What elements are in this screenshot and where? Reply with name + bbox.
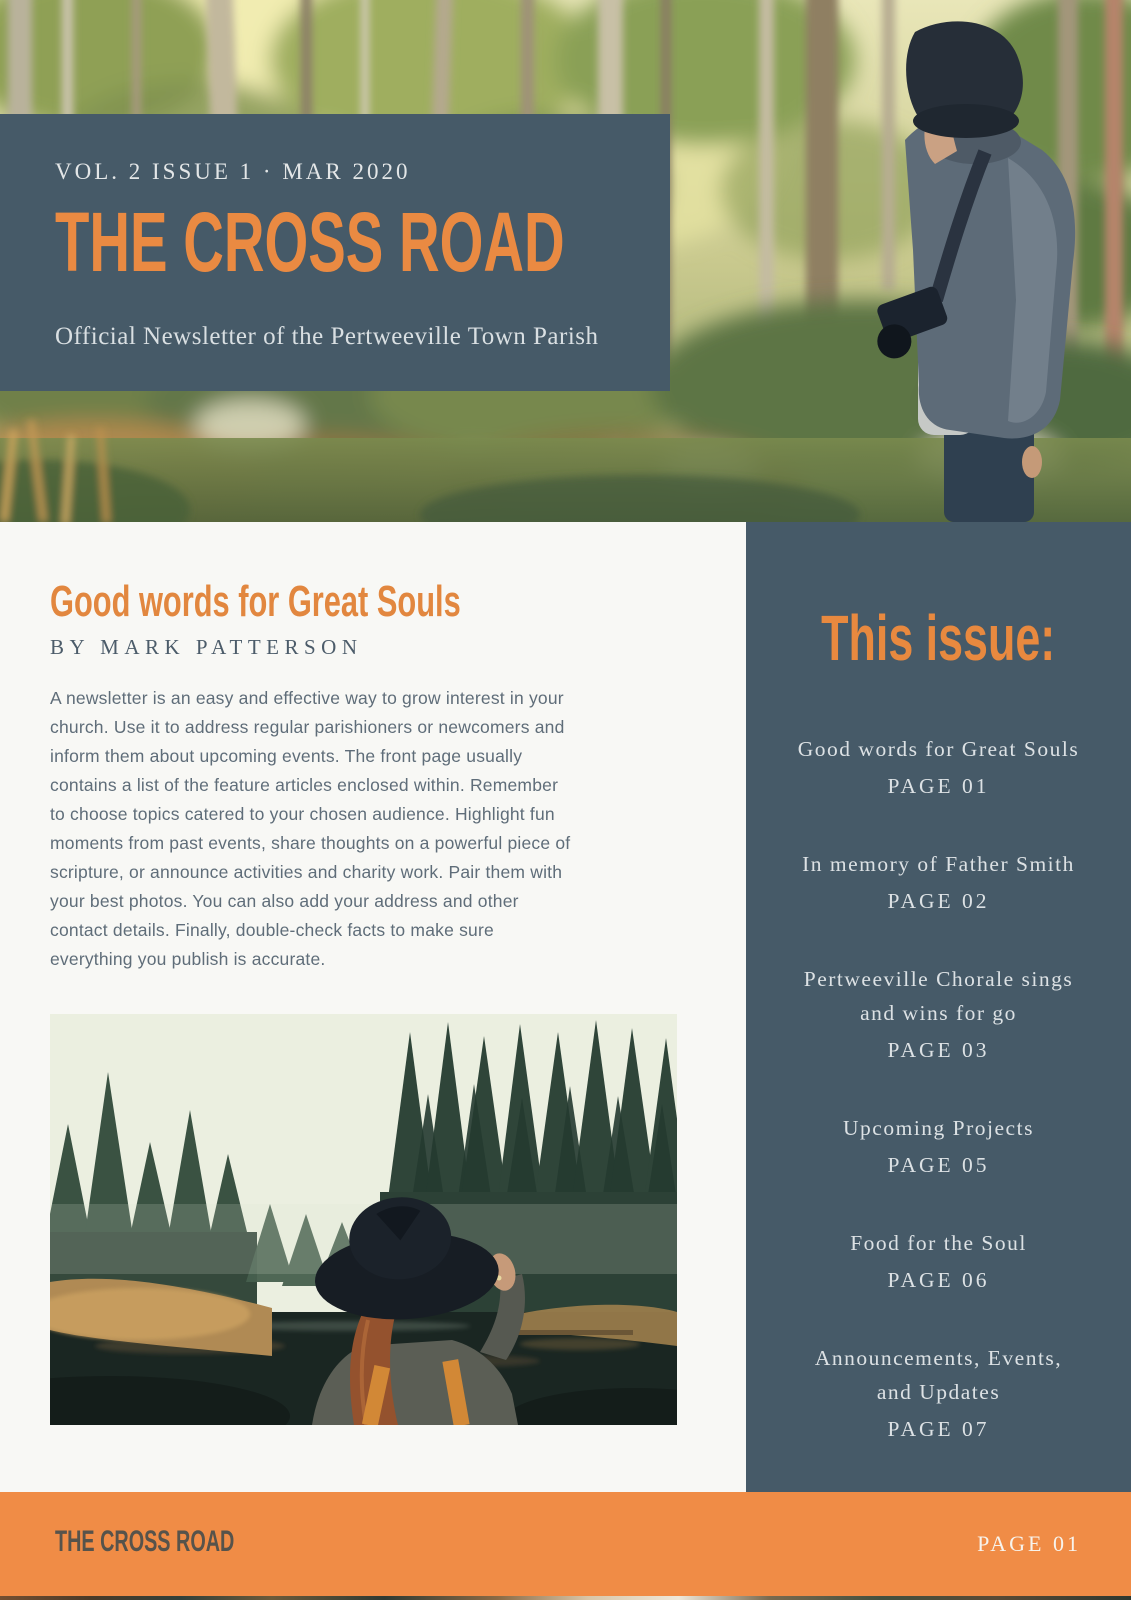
toc-item-page: PAGE 06	[887, 1268, 990, 1292]
issue-line: VOL. 2 ISSUE 1 · MAR 2020	[55, 159, 411, 184]
body-line: moments from past events, share thoughts on a powerful piece of	[50, 833, 571, 853]
toc-item-title: Upcoming Projects	[843, 1116, 1034, 1140]
toc-item	[746, 1226, 1131, 1297]
toc-item	[746, 732, 1131, 803]
toc-heading: This issue:	[821, 602, 1056, 674]
toc-item	[746, 1111, 1131, 1182]
toc-item-title: and Updates	[876, 1380, 1001, 1404]
body-line: to choose topics catered to your chosen audience. Highlight fun	[50, 804, 555, 824]
article-column	[0, 522, 746, 1492]
body-line: inform them about upcoming events. The front page usually	[50, 746, 523, 766]
toc-item	[746, 1341, 1131, 1446]
masthead-panel	[0, 114, 670, 391]
toc-item-title: and wins for go	[860, 1001, 1017, 1025]
newsletter-subtitle: Official Newsletter of the Pertweeville Town Parish	[55, 323, 599, 350]
toc-item-title: In memory of Father Smith	[802, 852, 1075, 876]
toc-item-title: Food for the Soul	[850, 1231, 1027, 1255]
toc-item-page: PAGE 01	[887, 774, 990, 798]
article-byline: BY MARK PATTERSON	[50, 635, 363, 659]
newsletter-title: THE CROSS ROAD	[55, 195, 565, 289]
body-line: your best photos. You can also add your address and other	[50, 891, 519, 911]
footer-page-number: PAGE 01	[977, 1531, 1081, 1556]
article-photo	[50, 1014, 677, 1425]
toc-list	[746, 732, 1131, 1446]
article-body	[50, 684, 746, 974]
toc-item	[746, 847, 1131, 918]
body-line: A newsletter is an easy and effective way to grow interest in your	[50, 688, 564, 708]
toc-item	[746, 962, 1131, 1067]
toc-item-title: Announcements, Events,	[814, 1346, 1063, 1370]
footer-brand: THE CROSS ROAD	[55, 1524, 235, 1558]
article-title: Good words for Great Souls	[50, 577, 461, 626]
hero-section	[0, 0, 1131, 522]
body-line: church. Use it to address regular parishioners or newcomers and	[50, 717, 565, 737]
body-line: scripture, or announce activities and charity work. Pair them with	[50, 862, 563, 882]
this-issue-sidebar	[746, 522, 1131, 1492]
page-footer	[0, 1492, 1131, 1596]
woman-lake-forest-photo	[50, 1014, 677, 1425]
toc-item-title: Pertweeville Chorale sings	[803, 967, 1074, 991]
toc-item-page: PAGE 02	[887, 889, 990, 913]
toc-item-page: PAGE 05	[887, 1153, 990, 1177]
body-line: everything you publish is accurate.	[50, 949, 326, 969]
next-page-photo-edge	[0, 1596, 1131, 1600]
toc-item-title: Good words for Great Souls	[797, 737, 1080, 761]
toc-item-page: PAGE 07	[887, 1417, 990, 1441]
body-line: contains a list of the feature articles enclosed within. Remember	[50, 775, 559, 795]
body-line: contact details. Finally, double-check facts to make sure	[50, 920, 494, 940]
toc-item-page: PAGE 03	[887, 1038, 990, 1062]
